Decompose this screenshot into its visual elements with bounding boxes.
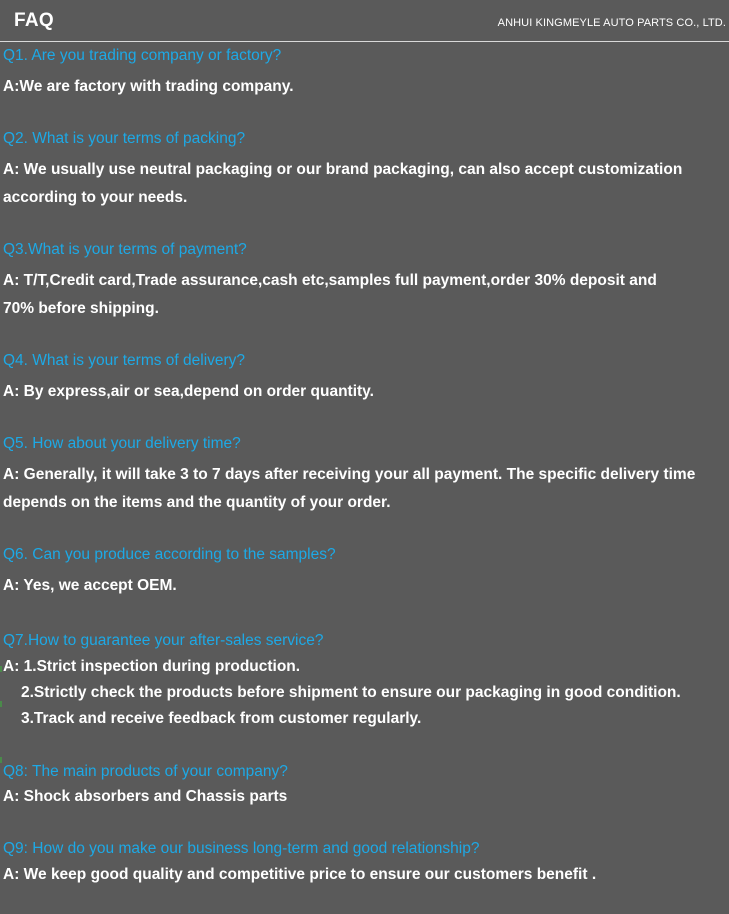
faq-answer-line: according to your needs. (3, 189, 188, 206)
faq-answer (3, 783, 723, 811)
faq-answer-line: A: Shock absorbers and Chassis parts (3, 788, 288, 805)
edge-marker (0, 757, 2, 763)
faq-answer-line: A: By express,air or sea,depend on order quantity. (3, 383, 374, 400)
faq-answer-line: 3.Track and receive feedback from customer regularly. (21, 710, 422, 727)
faq-answer-line: 70% before shipping. (3, 300, 159, 317)
faq-answer (3, 572, 723, 600)
faq-question: Q2. What is your terms of packing? (3, 130, 246, 147)
faq-answer (3, 654, 723, 732)
faq-question: Q7.How to guarantee your after-sales service? (3, 632, 324, 649)
header-divider (0, 41, 729, 42)
company-name: ANHUI KINGMEYLE AUTO PARTS CO., LTD. (497, 17, 726, 29)
faq-item-q3 (3, 240, 723, 323)
faq-answer-line: depends on the items and the quantity of your order. (3, 494, 391, 511)
faq-question: Q1. Are you trading company or factory? (3, 47, 282, 64)
faq-answer (3, 73, 723, 101)
faq-item-q4 (3, 351, 723, 406)
page-header (0, 0, 729, 42)
faq-answer-line: 2.Strictly check the products before shipment to ensure our packaging in good condition. (21, 684, 681, 701)
faq-answer-line: A: Yes, we accept OEM. (3, 577, 177, 594)
faq-question: Q6. Can you produce according to the samples? (3, 546, 336, 563)
faq-item-q9 (3, 839, 723, 889)
faq-answer-line: A: We keep good quality and competitive price to ensure our customers benefit . (3, 866, 597, 883)
faq-answer (3, 378, 723, 406)
faq-question: Q5. How about your delivery time? (3, 435, 241, 452)
faq-item-q8 (3, 762, 723, 811)
faq-answer (3, 461, 723, 517)
faq-question: Q9: How do you make our business long-term and good relationship? (3, 840, 480, 857)
edge-marker (0, 701, 2, 707)
faq-answer-line: A: T/T,Credit card,Trade assurance,cash etc,samples full payment,order 30% deposit and (3, 272, 657, 289)
faq-answer (3, 267, 723, 323)
faq-answer-line: A: 1.Strict inspection during production. (3, 658, 301, 675)
faq-item-q1 (3, 46, 723, 101)
faq-question: Q8: The main products of your company? (3, 763, 288, 780)
page-title: FAQ (14, 10, 54, 31)
edge-marker (0, 666, 2, 672)
faq-answer-line: A: We usually use neutral packaging or our brand packaging, can also accept customization (3, 161, 683, 178)
faq-answer (3, 861, 723, 889)
faq-question: Q4. What is your terms of delivery? (3, 352, 246, 369)
faq-answer-line: A:We are factory with trading company. (3, 78, 294, 95)
faq-item-q5 (3, 434, 723, 517)
faq-question: Q3.What is your terms of payment? (3, 241, 247, 258)
faq-item-q7 (3, 631, 723, 732)
faq-item-q6 (3, 545, 723, 600)
faq-answer-line: A: Generally, it will take 3 to 7 days after receiving your all payment. The specific delivery time (3, 466, 696, 483)
faq-answer (3, 156, 723, 212)
faq-item-q2 (3, 129, 723, 212)
